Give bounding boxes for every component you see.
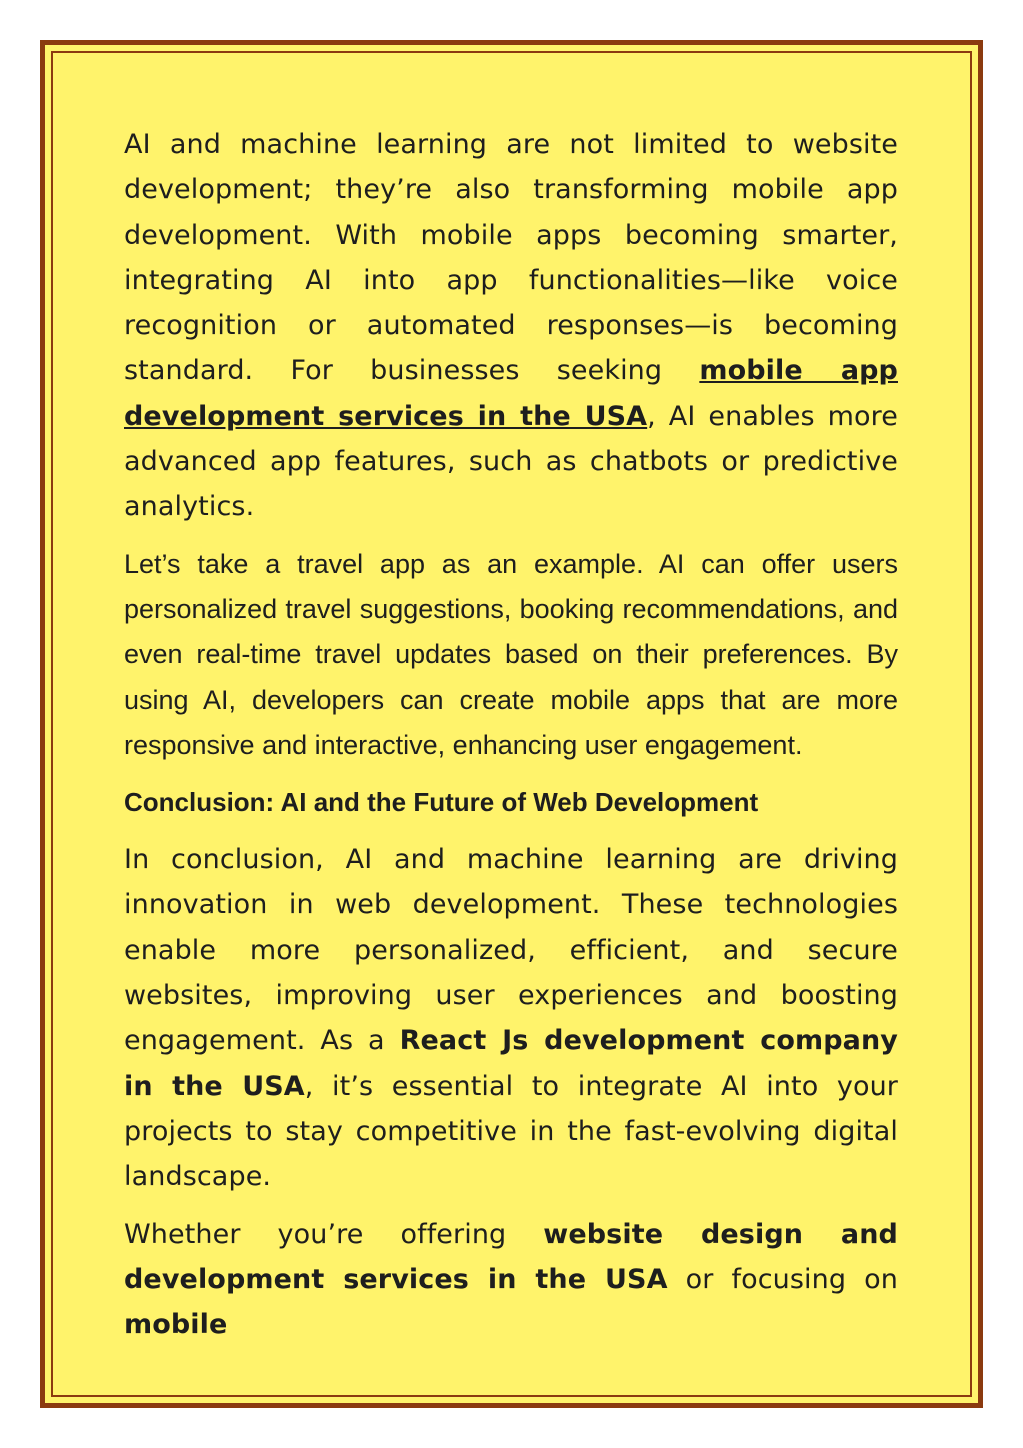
- paragraph-text: , it’s essential to integrate AI into your projects to stay competitive in the fast-evolving digital landscape.: [124, 1070, 899, 1193]
- paragraph-mobile-apps: [124, 122, 898, 530]
- paragraph-text: In conclusion, AI and machine learning are driving innovation in web development. These technologies enable more personalized, efficient, and secure websites, improving user experiences and boosting engagement. As a: [124, 844, 898, 1057]
- website-design-bold-text: website design and development services in the USA: [124, 1218, 898, 1295]
- conclusion-heading: Conclusion: AI and the Future of Web Development: [124, 787, 759, 818]
- paragraph-text: , AI enables more advanced app features, such as chatbots or predictive analytics.: [124, 400, 898, 523]
- paragraph-text: Whether you’re offering: [124, 1218, 544, 1250]
- paragraph-travel-app: [124, 542, 898, 768]
- react-company-bold-text: React Js development company in the USA: [124, 1025, 898, 1102]
- paragraph-text: or focusing on: [667, 1263, 898, 1295]
- paragraph-conclusion: [124, 837, 898, 1199]
- document-body: [124, 122, 898, 1359]
- paragraph-text: Let’s take a travel app as an example. AI can offer users personalized travel suggestions, booking recommendations, and even real-time travel updates based on their preferences. By using AI, developers can create mobile apps that are more responsive and interactive, enhancing user engagement.: [124, 548, 898, 760]
- mobile-app-services-link[interactable]: mobile app development services in the USA: [124, 355, 898, 432]
- paragraph-text: AI and machine learning are not limited to website development; they’re also transforming mobile app development. With mobile apps becoming smarter, integrating AI into app functionalities—like voice recognition or automated responses—is becoming standard. For businesses seeking: [124, 129, 898, 387]
- paragraph-whether: [124, 1212, 898, 1348]
- mobile-bold-text: mobile: [124, 1309, 228, 1341]
